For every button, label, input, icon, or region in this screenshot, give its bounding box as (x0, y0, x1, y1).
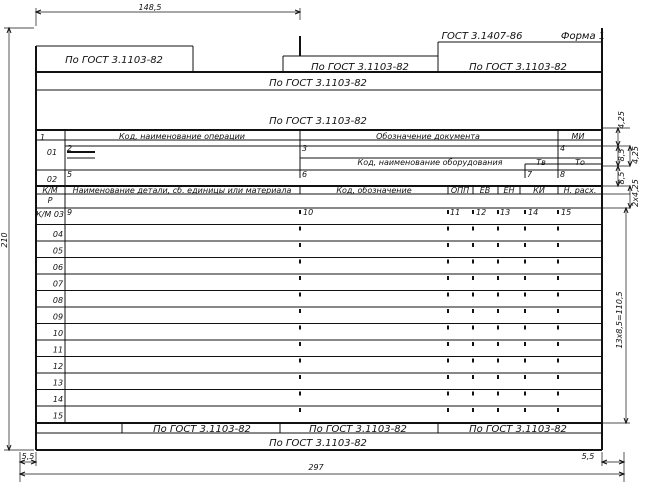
row-label-02: 02 (46, 175, 58, 184)
stamp-ref-right: По ГОСТ 3.1103-82 (469, 62, 567, 73)
field-number-3: 3 (302, 144, 308, 153)
row-label-10: 10 (52, 329, 64, 338)
col-opp: ОПП (450, 186, 470, 195)
col-ki: КИ (533, 186, 545, 195)
dimension-right-a: 4,25 (617, 111, 626, 129)
row-label-08: 08 (52, 296, 64, 305)
dimension-right-d: 8,5 (617, 171, 626, 185)
dimension-right-rows: 13x8,5=110,5 (615, 291, 624, 349)
row-label-p: Р (47, 196, 53, 205)
field-number-8: 8 (560, 170, 566, 179)
col-mi: МИ (571, 132, 585, 141)
form-text-layer (0, 3, 640, 472)
row-label-12: 12 (52, 362, 64, 371)
field-number-4: 4 (560, 144, 566, 153)
field-number-11: 11 (450, 208, 461, 217)
row-label-km03: К/М 03 (36, 210, 64, 219)
col-tv: Тв (536, 158, 546, 167)
stamp-ref-row2: По ГОСТ 3.1103-82 (269, 78, 367, 89)
dimension-height: 210 (0, 232, 9, 248)
col-part-name: Наименование детали, сб. единицы или материала (72, 186, 292, 195)
field-number-10: 10 (303, 208, 314, 217)
field-number-6: 6 (302, 170, 308, 179)
row-label-11: 11 (52, 345, 64, 355)
field-number-9: 9 (67, 208, 73, 217)
stamp-ref-bottom-1: По ГОСТ 3.1103-82 (153, 424, 251, 435)
form-number-label: Форма 1 (560, 31, 606, 42)
col-code-designation: Код, обозначение (336, 186, 412, 195)
dimension-top-width: 148,5 (138, 3, 162, 12)
row-label-04: 04 (52, 230, 64, 239)
stamp-ref-bottom-row: По ГОСТ 3.1103-82 (269, 438, 367, 449)
row-label-1: 1 (40, 133, 46, 142)
form-standard-number: ГОСТ 3.1407-86 (441, 31, 523, 42)
row-label-15: 15 (52, 411, 64, 421)
row-label-07: 07 (52, 279, 64, 289)
col-ev: ЕВ (479, 186, 491, 195)
field-number-14: 14 (528, 208, 539, 217)
field-number-13: 13 (500, 208, 511, 217)
col-to: То (575, 158, 585, 167)
dimension-bottom-width: 297 (308, 463, 324, 472)
stamp-ref-middle: По ГОСТ 3.1103-82 (311, 62, 409, 73)
col-document-designation: Обозначение документа (376, 132, 480, 141)
row-label-km: К/М (42, 186, 58, 195)
row-label-13: 13 (52, 378, 64, 388)
col-en: ЕН (503, 186, 515, 195)
dimension-margin-left: 5,5 (21, 452, 35, 461)
dimension-right-b: 8,5 (617, 148, 626, 162)
col-norm: Н. расх. (563, 186, 597, 195)
field-number-15: 15 (561, 208, 572, 217)
stamp-ref-left: По ГОСТ 3.1103-82 (65, 55, 163, 66)
field-number-2: 2 (67, 144, 73, 153)
dimension-margin-right: 5,5 (581, 452, 595, 461)
stamp-ref-row3: По ГОСТ 3.1103-82 (269, 116, 367, 127)
stamp-ref-bottom-3: По ГОСТ 3.1103-82 (469, 424, 567, 435)
field-number-5: 5 (67, 170, 73, 179)
row-label-05: 05 (52, 246, 64, 256)
row-label-01: 01 (46, 148, 58, 157)
stamp-ref-bottom-2: По ГОСТ 3.1103-82 (309, 424, 407, 435)
row-label-14: 14 (52, 395, 64, 404)
field-number-7: 7 (527, 170, 533, 179)
row-label-06: 06 (52, 263, 64, 272)
col-operation-name: Код, наименование операции (119, 132, 245, 141)
dimension-right-c: 4,25 (631, 146, 640, 164)
field-number-12: 12 (476, 208, 487, 217)
dimension-right-e: 2x4,25 (631, 179, 640, 207)
col-equipment-name: Код, наименование оборудования (357, 158, 503, 167)
row-label-09: 09 (52, 312, 64, 322)
